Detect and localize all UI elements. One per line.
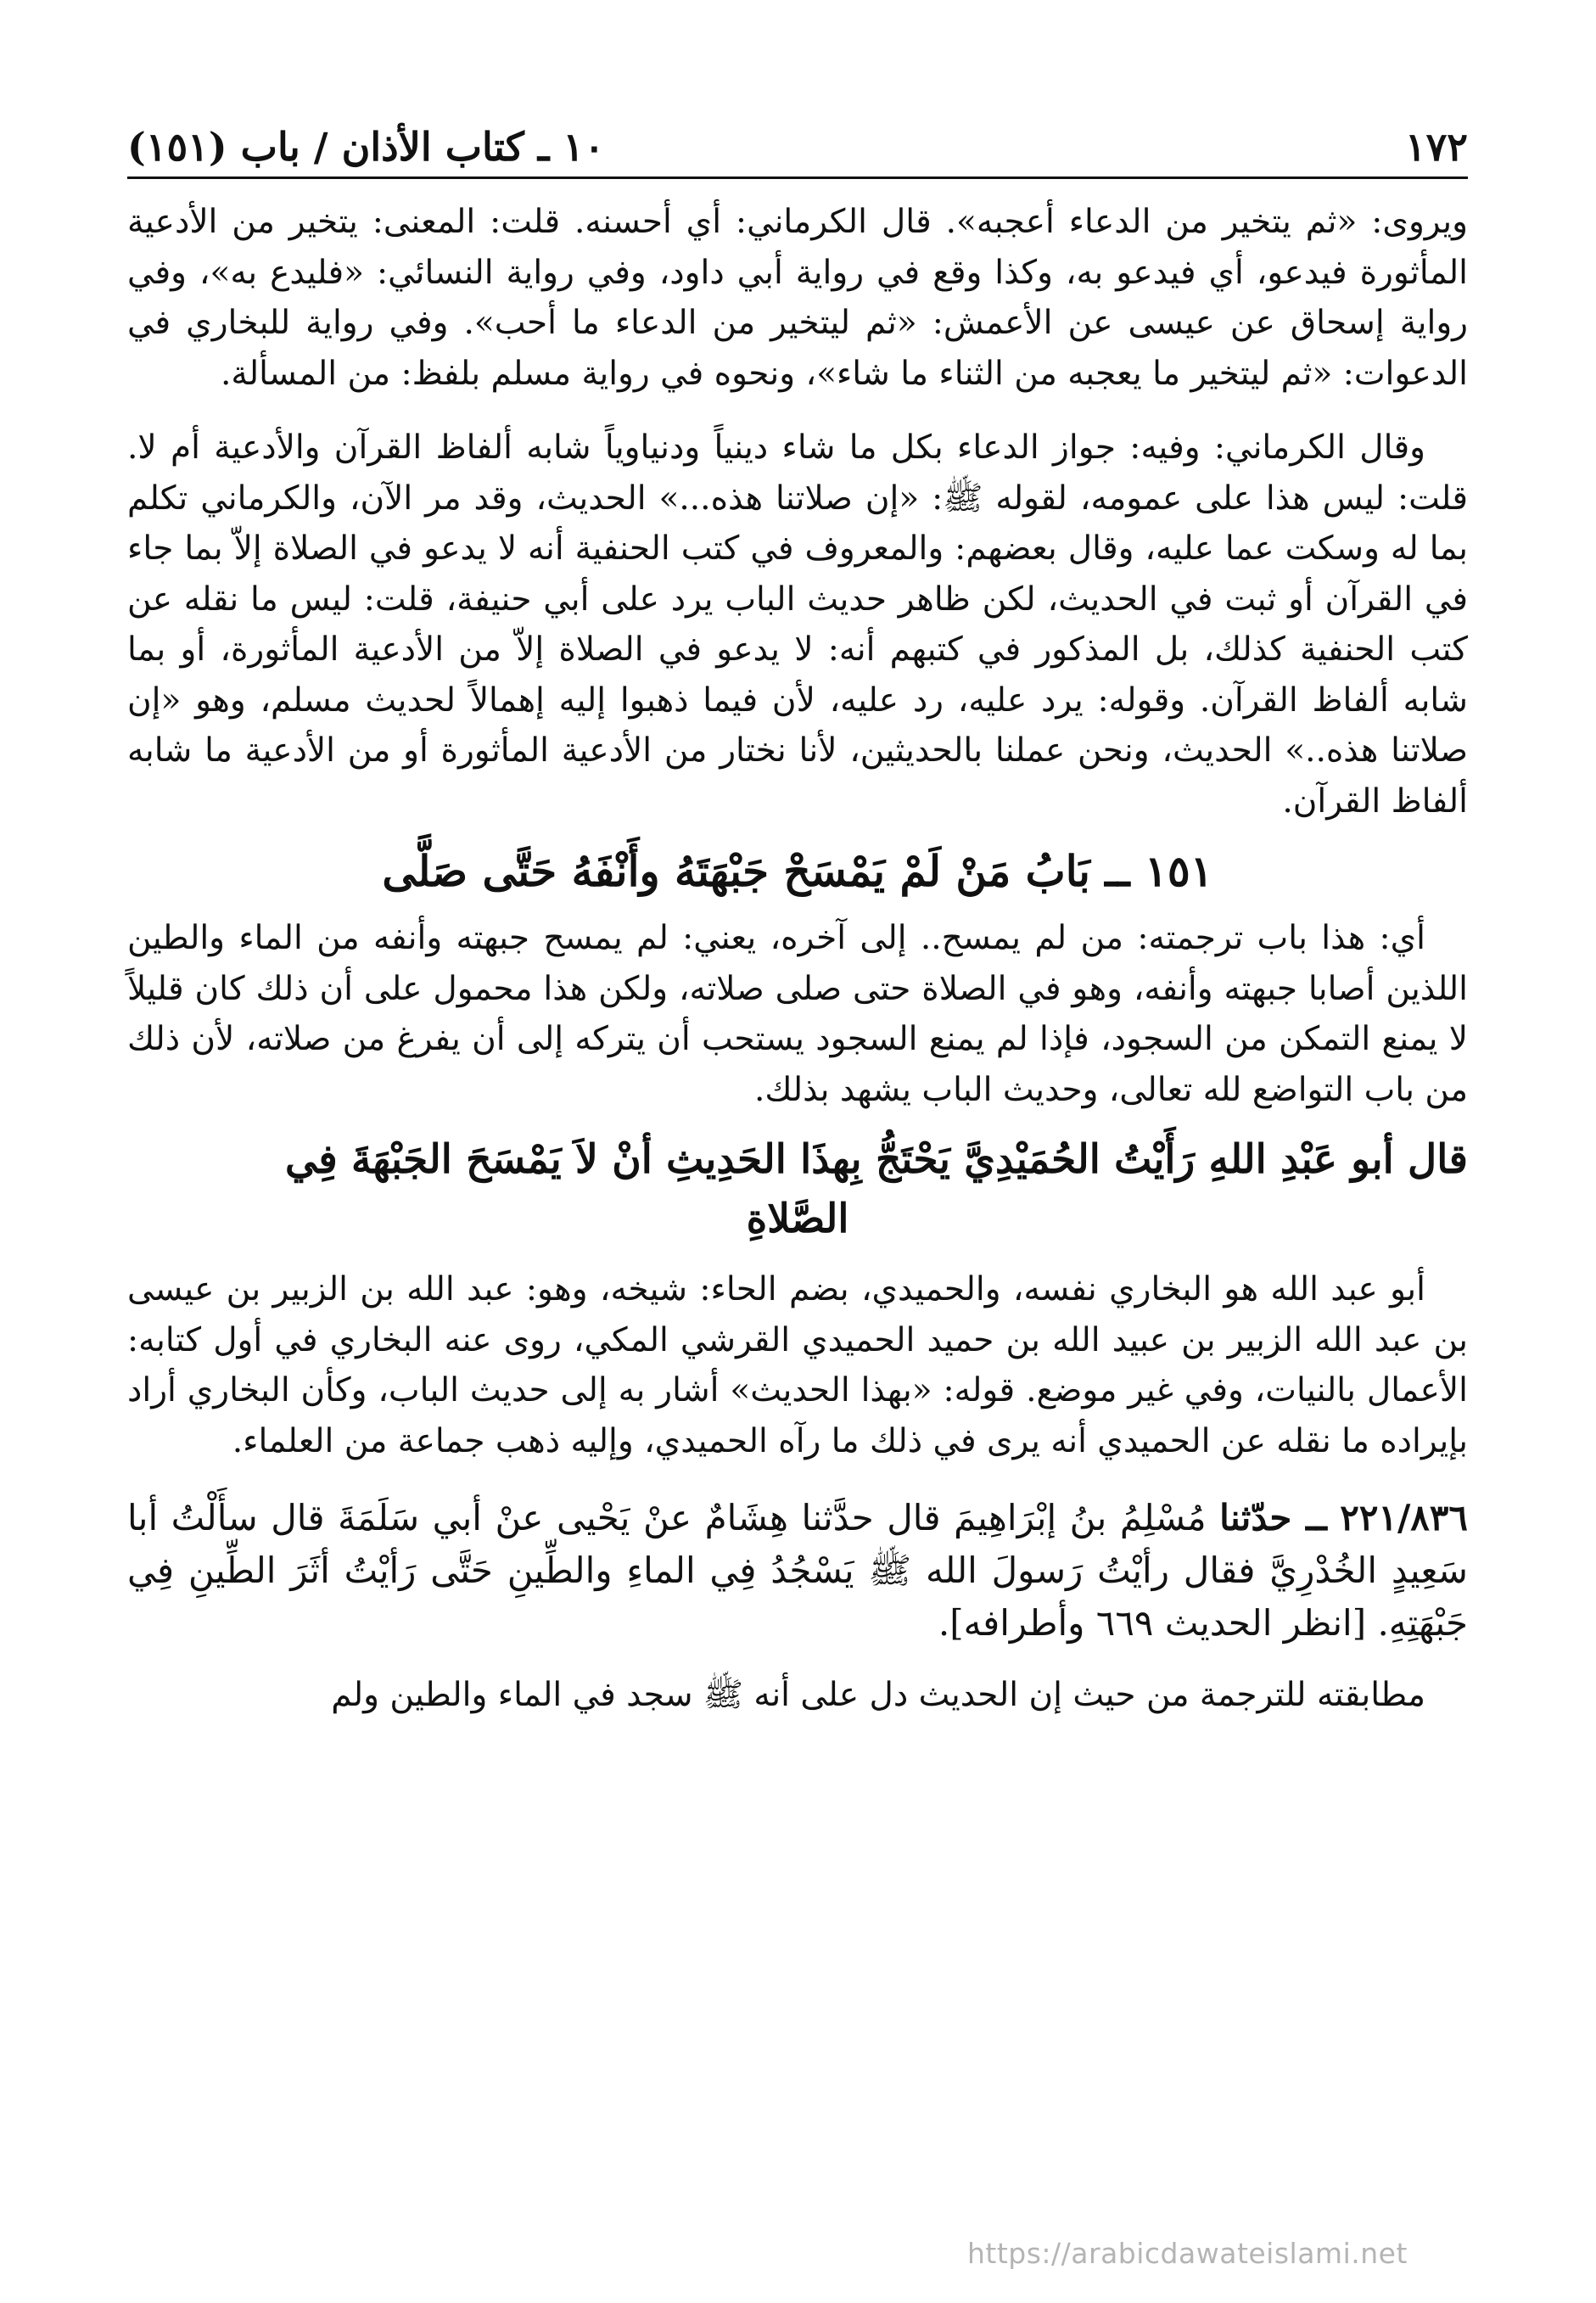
paragraph-2: وقال الكرماني: وفيه: جواز الدعاء بكل ما شاء دينياً ودنياوياً شابه ألفاظ القرآن والأدعية أم لا. قلت: ليس هذا على عمومه، لقوله ﷺ: «إن صلاتنا هذه...» الحديث، وقد مر الآن، والكرماني تكلم بما له وسكت عما عليه، وقال بعضهم: والمعروف في كتب الحنفية أنه لا يدعو في الصلاة إلاّ بما جاء في القرآن أو ثبت في الحديث، لكن ظاهر حديث الباب يرد على أبي حنيفة، قلت: ليس ما نقله عن كتب الحنفية كذلك، بل المذكور في كتبهم أنه: لا يدعو في الصلاة إلاّ من الأدعية المأثورة، أو بما شابه ألفاظ القرآن. وقوله: يرد عليه، رد عليه، لأن فيما ذهبوا إليه إهمالاً لحديث مسلم، وهو «إن صلاتنا هذه..» الحديث، ونحن عملنا بالحديثين، لأنا نختار من الأدعية المأثورة أو من الأدعية ما شابه ألفاظ القرآن. xyxy=(127,429,1468,821)
paragraph-1: ويروى: «ثم يتخير من الدعاء أعجبه». قال الكرماني: أي أحسنه. قلت: المعنى: يتخير من الأدعية المأثورة فيدعو، أي فيدعو به، وكذا وقع في رواية أبي داود، وفي رواية النسائي: «فليدع به»، وفي رواية إسحاق عن عيسى عن الأعمش: «ثم ليتخير من الدعاء ما أحب». وفي رواية للبخاري في الدعوات: «ثم ليتخير ما يعجبه من الثناء ما شاء»، ونحوه في رواية مسلم بلفظ: من المسألة. xyxy=(127,203,1468,393)
bukhari-quote-line-2: الصَّلاةِ xyxy=(746,1196,849,1242)
hadith-text: مُسْلِمُ بنُ إبْرَاهِيمَ قال حدَّثنا هِشَامٌ عنْ يَحْيى عنْ أبي سَلَمَةَ قال سأَلْتُ أبا سَعِيدٍ الخُدْرِيَّ فقال رأيْتُ رَسولَ الله ﷺ يَسْجُدُ فِي الماءِ والطِّينِ حَتَّى رَأيْتُ أثَرَ الطِّينِ فِي جَبْهَتِهِ. [انظر الحديث ٦٦٩ وأطرافه]. xyxy=(127,1497,1468,1644)
paragraph-3: أي: هذا باب ترجمته: من لم يمسح.. إلى آخره، يعني: لم يمسح جبهته وأنفه من الماء والطين اللذين أصابا جبهته وأنفه، وهو في الصلاة حتى صلى صلاته، ولكن هذا محمول على أن ذلك كان قليلاً لا يمنع التمكن من السجود، فإذا لم يمنع السجود يستحب أن يتركه إلى أن يفرغ من صلاته، لأن ذلك من باب التواضع لله تعالى، وحديث الباب يشهد بذلك. xyxy=(127,919,1468,1109)
running-title: ١٠ ـ كتاب الأذان / باب (١٥١) xyxy=(127,124,605,170)
watermark-url: https://arabicdawateislami.net xyxy=(967,2237,1408,2270)
page-body xyxy=(127,197,1468,1721)
hadith-block: ٢٢١/٨٣٦ ــ حدّثنا مُسْلِمُ بنُ إبْرَاهِيمَ قال حدَّثنا هِشَامٌ عنْ يَحْيى عنْ أبي سَلَمَةَ قال سأَلْتُ أبا سَعِيدٍ الخُدْرِيَّ فقال رأيْتُ رَسولَ الله ﷺ يَسْجُدُ فِي الماءِ والطِّينِ حَتَّى رَأيْتُ أثَرَ الطِّينِ فِي جَبْهَتِهِ. [انظر الحديث ٦٦٩ وأطرافه]. xyxy=(127,1497,1468,1644)
page-number: ١٧٢ xyxy=(1404,124,1468,170)
bukhari-quote-heading xyxy=(127,1130,1468,1249)
hadith-number: ٢٢١/٨٣٦ xyxy=(1340,1497,1468,1538)
paragraph-5: مطابقته للترجمة من حيث إن الحديث دل على أنه ﷺ سجد في الماء والطين ولم xyxy=(331,1676,1425,1714)
paragraph-4: أبو عبد الله هو البخاري نفسه، والحميدي، بضم الحاء: شيخه، وهو: عبد الله بن الزبير بن عيسى بن عبد الله الزبير بن عبيد الله بن حميد الحميدي القرشي المكي، روى عنه البخاري في أول كتابه: الأعمال بالنيات، وفي غير موضع. قوله: «بهذا الحديث» أشار به إلى حديث الباب، وكأن البخاري أراد بإيراده ما نقله عن الحميدي أنه يرى في ذلك ما رآه الحميدي، وإليه ذهب جماعة من العلماء. xyxy=(127,1270,1469,1460)
bukhari-quote-line-1: قال أبو عَبْدِ اللهِ رَأَيْتُ الحُمَيْدِيَّ يَحْتَجُّ بِهذَا الحَدِيثِ أنْ لاَ يَمْسَحَ الجَبْهَةَ فِي xyxy=(285,1136,1468,1183)
hadith-label: حدّثنا xyxy=(1219,1497,1292,1538)
chapter-heading: ١٥١ ــ بَابُ مَنْ لَمْ يَمْسَحْ جَبْهَتَهُ وأَنْفَهُ حَتَّى صَلَّى xyxy=(382,846,1213,896)
page-header xyxy=(127,93,1468,170)
book-page xyxy=(127,0,1468,2303)
header-divider xyxy=(127,177,1468,179)
